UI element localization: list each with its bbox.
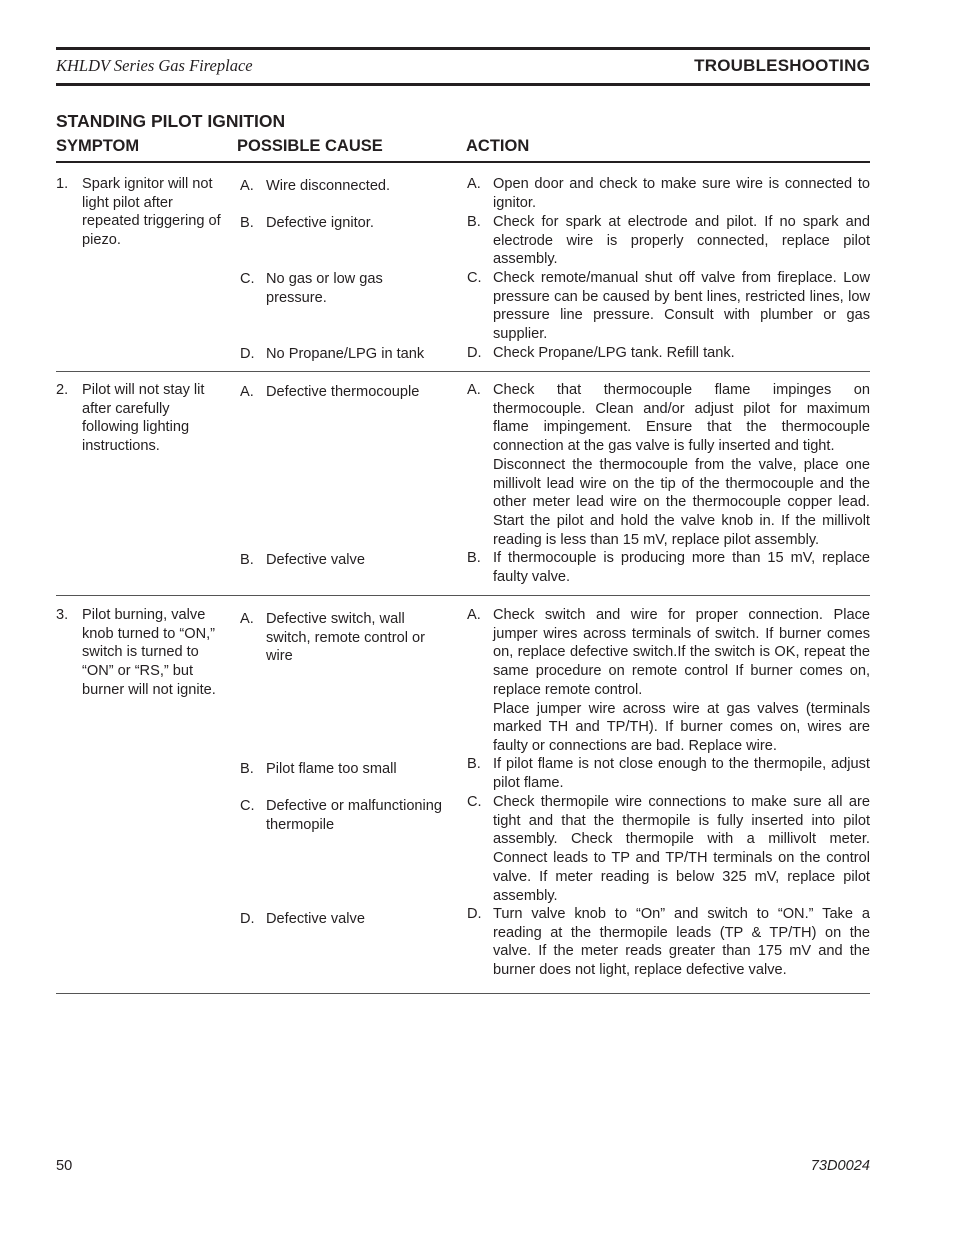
cause-text: No gas or low gas pressure. xyxy=(266,271,383,306)
cause-1a xyxy=(240,177,440,196)
symptom-text: Spark ignitor will not light pilot after repeated triggering of piezo. xyxy=(82,176,221,249)
action-letter: A. xyxy=(467,382,481,398)
header-bottom-rule xyxy=(56,83,870,86)
action-3c xyxy=(467,793,870,905)
action-1a xyxy=(467,175,870,212)
table-bottom-rule xyxy=(56,993,870,994)
symptom-number: 3. xyxy=(56,607,69,623)
cause-text: No Propane/LPG in tank xyxy=(266,346,425,362)
cause-2b xyxy=(240,551,445,570)
document-title: KHLDV Series Gas Fireplace xyxy=(56,56,253,75)
cause-3a xyxy=(240,610,445,666)
action-1c xyxy=(467,269,870,344)
action-2b xyxy=(467,549,870,586)
symptom-2 xyxy=(56,381,228,456)
cause-text: Defective or malfunctioning thermopile xyxy=(266,798,443,833)
action-letter: B. xyxy=(467,214,481,230)
symptom-3 xyxy=(56,606,234,700)
action-3a xyxy=(467,606,870,756)
action-letter: A. xyxy=(467,607,481,623)
cause-text: Pilot flame too small xyxy=(266,761,397,777)
symptom-number: 2. xyxy=(56,382,69,398)
column-header-action: ACTION xyxy=(466,137,530,155)
symptom-text: Pilot burning, valve knob turned to “ON,” switch is turned to “ON” or “RS,” but burner will not ignite. xyxy=(82,607,216,698)
action-letter: B. xyxy=(467,756,481,772)
cause-1c xyxy=(240,270,440,307)
cause-text: Defective ignitor. xyxy=(266,215,374,231)
symptom-1 xyxy=(56,175,234,250)
action-letter: D. xyxy=(467,906,482,922)
action-text: Check switch and wire for proper connection. Place jumper wires across terminals of switch. If burner comes on, replace defective switch.If the switch is OK, repeat the same procedure on remote control If burner comes on, replace remote control. xyxy=(493,607,870,698)
action-text: Check thermopile wire connections to make sure all are tight and that the thermopile is fully inserted into pilot assembly. Check thermopile with a millivolt meter. Connect leads to TP and TP/TH terminals on the control valve. If meter reading is below 325 mV, replace pilot assembly. xyxy=(493,794,870,904)
column-header-cause: POSSIBLE CAUSE xyxy=(237,137,383,155)
action-letter: D. xyxy=(467,345,482,361)
header-top-rule xyxy=(56,47,870,50)
cause-letter: B. xyxy=(240,215,254,231)
section-heading: TROUBLESHOOTING xyxy=(694,56,870,75)
row-divider xyxy=(56,595,870,596)
action-text-continued: Place jumper wire across wire at gas valves (terminals marked TH and TP/TH). If burner comes on, wires are faulty or connections are bad. Replace wire. xyxy=(493,700,870,754)
cause-letter: A. xyxy=(240,384,254,400)
cause-text: Defective switch, wall switch, remote control or wire xyxy=(266,611,425,665)
action-text: Turn valve knob to “On” and switch to “ON.” Take a reading at the thermopile leads (TP & TP/TH) on the valve. If the meter reads greater than 175 mV and the burner does not light, replace defective valve. xyxy=(493,906,870,979)
action-letter: B. xyxy=(467,550,481,566)
cause-letter: D. xyxy=(240,346,255,362)
action-text: Check that thermocouple flame impinges on thermocouple. Clean and/or adjust pilot for maximum flame impingement. Ensure that the thermocouple connection at the gas valve is fully inserted and tight. xyxy=(493,382,870,455)
cause-text: Defective valve xyxy=(266,552,365,568)
action-3d xyxy=(467,905,870,980)
action-letter: C. xyxy=(467,270,482,286)
action-letter: C. xyxy=(467,794,482,810)
action-text: Check Propane/LPG tank. Refill tank. xyxy=(493,345,735,361)
cause-letter: C. xyxy=(240,798,255,814)
cause-text: Defective thermocouple xyxy=(266,384,420,400)
cause-text: Wire disconnected. xyxy=(266,178,391,194)
cause-3b xyxy=(240,760,445,779)
cause-2a xyxy=(240,383,445,402)
action-text: Check remote/manual shut off valve from fireplace. Low pressure can be caused by bent lines, restricted lines, low pressure line pressure. Consult with plumber or gas supplier. xyxy=(493,270,870,343)
document-code: 73D0024 xyxy=(810,1158,870,1174)
action-3b xyxy=(467,755,870,792)
page-number: 50 xyxy=(56,1158,73,1174)
action-text-continued: Disconnect the thermocouple from the valve, place one millivolt lead wire on the tip of the thermocouple and the other meter lead wire on the thermocouple copper lead. Start the pilot and hold the valve knob in. If the millivolt reading is less than 15 mV, replace pilot assembly. xyxy=(493,456,870,548)
action-text: Check for spark at electrode and pilot. If no spark and electrode wire is properly connected, replace pilot assembly. xyxy=(493,214,870,268)
action-letter: A. xyxy=(467,176,481,192)
column-header-symptom: SYMPTOM xyxy=(56,137,140,155)
cause-1b xyxy=(240,214,440,233)
cause-1d xyxy=(240,345,445,364)
cause-letter: B. xyxy=(240,761,254,777)
cause-letter: B. xyxy=(240,552,254,568)
action-text: If thermocouple is producing more than 15 mV, replace faulty valve. xyxy=(493,550,870,585)
action-1d xyxy=(467,344,870,363)
cause-letter: C. xyxy=(240,271,255,287)
action-text: Open door and check to make sure wire is connected to ignitor. xyxy=(493,176,870,211)
row-divider xyxy=(56,371,870,372)
cause-letter: A. xyxy=(240,178,254,194)
symptom-text: Pilot will not stay lit after carefully following lighting instructions. xyxy=(82,382,205,455)
column-header-rule xyxy=(56,161,870,163)
table-title: STANDING PILOT IGNITION xyxy=(56,111,286,131)
symptom-number: 1. xyxy=(56,176,69,192)
cause-3c xyxy=(240,797,445,834)
cause-text: Defective valve xyxy=(266,911,365,927)
action-1b xyxy=(467,213,870,269)
action-2a xyxy=(467,381,870,549)
cause-3d xyxy=(240,910,445,929)
action-text: If pilot flame is not close enough to the thermopile, adjust pilot flame. xyxy=(493,756,870,791)
cause-letter: D. xyxy=(240,911,255,927)
cause-letter: A. xyxy=(240,611,254,627)
